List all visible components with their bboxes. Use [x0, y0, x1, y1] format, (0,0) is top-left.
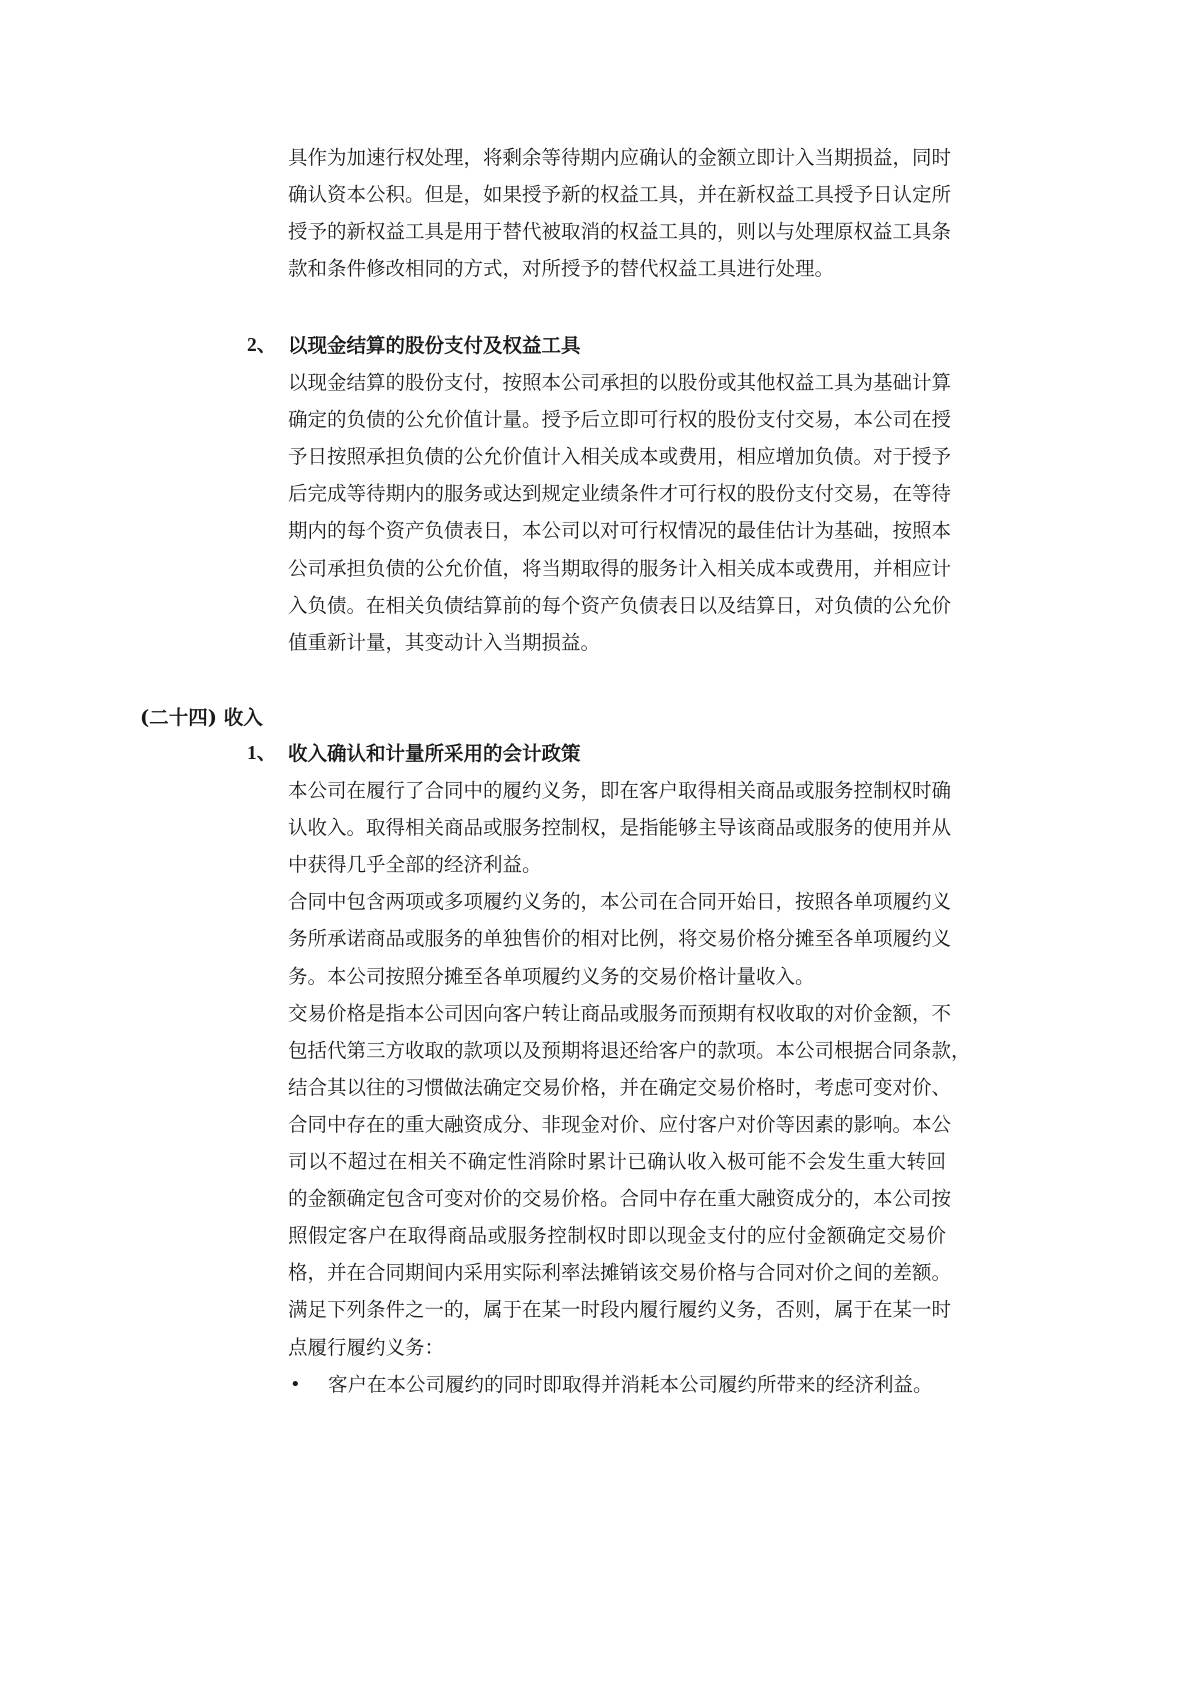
bullet-item: 客户在本公司履约的同时即取得并消耗本公司履约所带来的经济利益。 — [328, 1372, 933, 1396]
paragraph-line: 具作为加速行权处理，将剩余等待期内应确认的金额立即计入当期损益，同时 — [288, 146, 952, 169]
paragraph-line: 以现金结算的股份支付，按照本公司承担的以股份或其他权益工具为基础计算 — [288, 371, 952, 394]
paragraph-line: 后完成等待期内的服务或达到规定业绩条件才可行权的股份支付交易，在等待 — [288, 482, 952, 506]
paragraph-line: 的金额确定包含可变对价的交易价格。合同中存在重大融资成分的，本公司按 — [288, 1187, 952, 1211]
paragraph-line: 值重新计量，其变动计入当期损益。 — [288, 630, 601, 654]
paragraph-line: 确定的负债的公允价值计量。授予后立即可行权的股份支付交易，本公司在授 — [288, 408, 952, 432]
paragraph-line: 款和条件修改相同的方式，对所授予的替代权益工具进行处理。 — [288, 257, 835, 281]
paragraph-line: 中获得几乎全部的经济利益。 — [288, 853, 542, 877]
paragraph-line: 包括代第三方收取的款项以及预期将退还给客户的款项。本公司根据合同条款， — [288, 1038, 971, 1062]
paragraph-line: 期内的每个资产负债表日，本公司以对可行权情况的最佳估计为基础，按照本 — [288, 519, 952, 543]
paragraph-line: 结合其以往的习惯做法确定交易价格，并在确定交易价格时，考虑可变对价、 — [288, 1075, 952, 1099]
paragraph-line: 满足下列条件之一的，属于在某一时段内履行履约义务，否则，属于在某一时 — [288, 1298, 952, 1322]
paragraph-line: 合同中包含两项或多项履约义务的，本公司在合同开始日，按照各单项履约义 — [288, 890, 952, 914]
paragraph-line: 本公司在履行了合同中的履约义务，即在客户取得相关商品或服务控制权时确 — [288, 779, 952, 802]
paragraph-line: 司以不超过在相关不确定性消除时累计已确认收入极可能不会发生重大转回 — [288, 1150, 946, 1173]
paragraph-line: 合同中存在的重大融资成分、非现金对价、应付客户对价等因素的影响。本公 — [288, 1112, 952, 1136]
section-number: 1、 — [247, 743, 277, 764]
chapter-heading: (二十四) 收入 — [140, 706, 263, 729]
paragraph-line: 入负债。在相关负债结算前的每个资产负债表日以及结算日，对负债的公允价 — [288, 593, 952, 617]
bullet-icon: • — [290, 1373, 301, 1395]
paragraph-line: 格，并在合同期间内采用实际利率法摊销该交易价格与合同对价之间的差额。 — [288, 1261, 952, 1285]
section-heading: 以现金结算的股份支付及权益工具 — [288, 334, 581, 357]
paragraph-line: 予日按照承担负债的公允价值计入相关成本或费用，相应增加负债。对于授予 — [288, 445, 952, 469]
paragraph-line: 点履行履约义务： — [288, 1335, 445, 1359]
paragraph-line: 交易价格是指本公司因向客户转让商品或服务而预期有权收取的对价金额，不 — [288, 1001, 952, 1025]
paragraph-line: 务所承诺商品或服务的单独售价的相对比例，将交易价格分摊至各单项履约义 — [288, 927, 952, 951]
paragraph-line: 照假定客户在取得商品或服务控制权时即以现金支付的应付金额确定交易价 — [288, 1224, 946, 1248]
section-heading: 收入确认和计量所采用的会计政策 — [288, 742, 581, 765]
paragraph-line: 认收入。取得相关商品或服务控制权，是指能够主导该商品或服务的使用并从 — [288, 816, 952, 840]
paragraph-line: 务。本公司按照分摊至各单项履约义务的交易价格计量收入。 — [288, 964, 815, 988]
paragraph-line: 公司承担负债的公允价值，将当期取得的服务计入相关成本或费用，并相应计 — [288, 556, 952, 580]
paragraph-line: 授予的新权益工具是用于替代被取消的权益工具的，则以与处理原权益工具条 — [288, 220, 952, 244]
paragraph-line: 确认资本公积。但是，如果授予新的权益工具，并在新权益工具授予日认定所 — [288, 183, 952, 207]
section-number: 2、 — [247, 335, 277, 356]
